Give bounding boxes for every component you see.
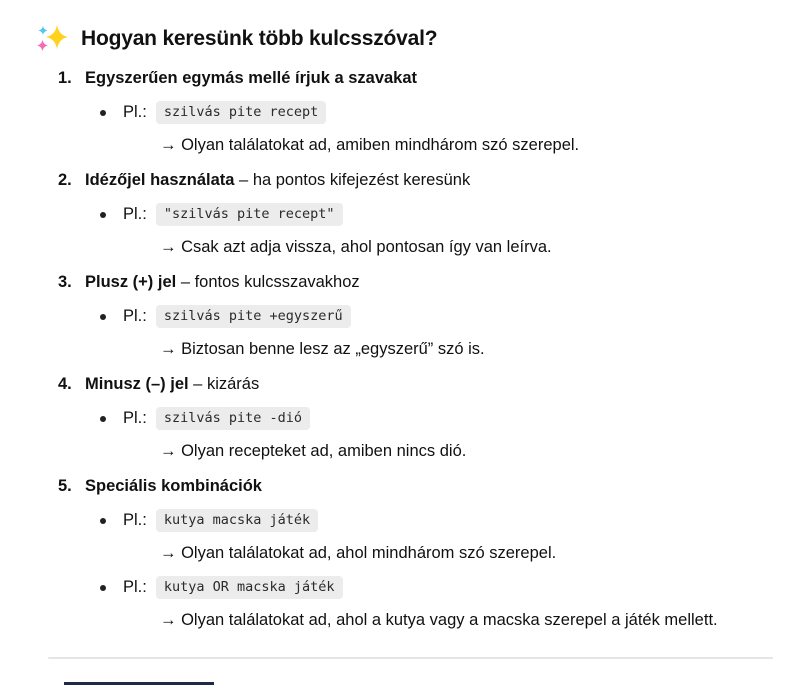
example-block [100,576,775,631]
example-result: → Olyan recepteket ad, amiben nincs dió. [160,442,467,460]
item-title-bold: Plusz (+) jel [85,273,177,291]
item-number: 1. [58,69,72,87]
item-title-bold: Speciális kombinációk [85,477,262,495]
example-result: → Biztosan benne lesz az „egyszerű” szó is. [160,340,485,358]
section-heading [36,24,775,54]
example-label: Pl.: [123,205,147,223]
list-item [36,475,775,631]
item-title-rest: – fontos kulcsszavakhoz [176,273,360,291]
bullet-icon [100,212,106,218]
example-result: → Csak azt adja vissza, ahol pontosan így van leírva. [160,238,552,256]
item-title-bold: Idézőjel használata [85,171,235,189]
example-block [100,407,775,462]
item-number: 2. [58,171,72,189]
item-title-rest: – ha pontos kifejezést keresünk [234,171,471,189]
item-title [85,373,259,395]
example-result: → Olyan találatokat ad, ahol mindhárom szó szerepel. [160,544,557,562]
bullet-icon [100,518,106,524]
example-label: Pl.: [123,511,147,529]
item-title-bold: Minusz (–) jel [85,375,189,393]
example-label: Pl.: [123,103,147,121]
item-title [85,475,262,497]
bullet-icon [100,416,106,422]
item-number: 3. [58,273,72,291]
list-item [36,67,775,156]
numbered-list [36,67,775,631]
item-title-bold: Egyszerűen egymás mellé írjuk a szavakat [85,69,418,87]
example-block [100,101,775,156]
list-item [36,271,775,360]
bullet-icon [100,585,106,591]
bullet-icon [100,110,106,116]
example-result: → Olyan találatokat ad, amiben mindhárom szó szerepel. [160,136,580,154]
example-block [100,509,775,564]
example-code: kutya macska játék [156,509,318,532]
example-code: szilvás pite recept [156,101,326,124]
item-title-rest: – kizárás [188,375,260,393]
example-label: Pl.: [123,578,147,596]
list-item [36,169,775,258]
bullet-icon [100,314,106,320]
example-result: → Olyan találatokat ad, ahol a kutya vagy a macska szerepel a játék mellett. [160,611,718,629]
item-title [85,169,470,191]
example-code: szilvás pite -dió [156,407,310,430]
sparkles-icon [36,24,72,54]
example-label: Pl.: [123,409,147,427]
example-label: Pl.: [123,307,147,325]
example-block [100,203,775,258]
divider [48,657,773,659]
item-number: 5. [58,477,72,495]
item-title [85,271,360,293]
item-number: 4. [58,375,72,393]
page-title: Hogyan keresünk több kulcsszóval? [81,27,438,50]
example-block [100,305,775,360]
list-item [36,373,775,462]
item-title [85,67,417,89]
example-code: "szilvás pite recept" [156,203,343,226]
example-code: szilvás pite +egyszerű [156,305,351,328]
example-code: kutya OR macska játék [156,576,343,599]
